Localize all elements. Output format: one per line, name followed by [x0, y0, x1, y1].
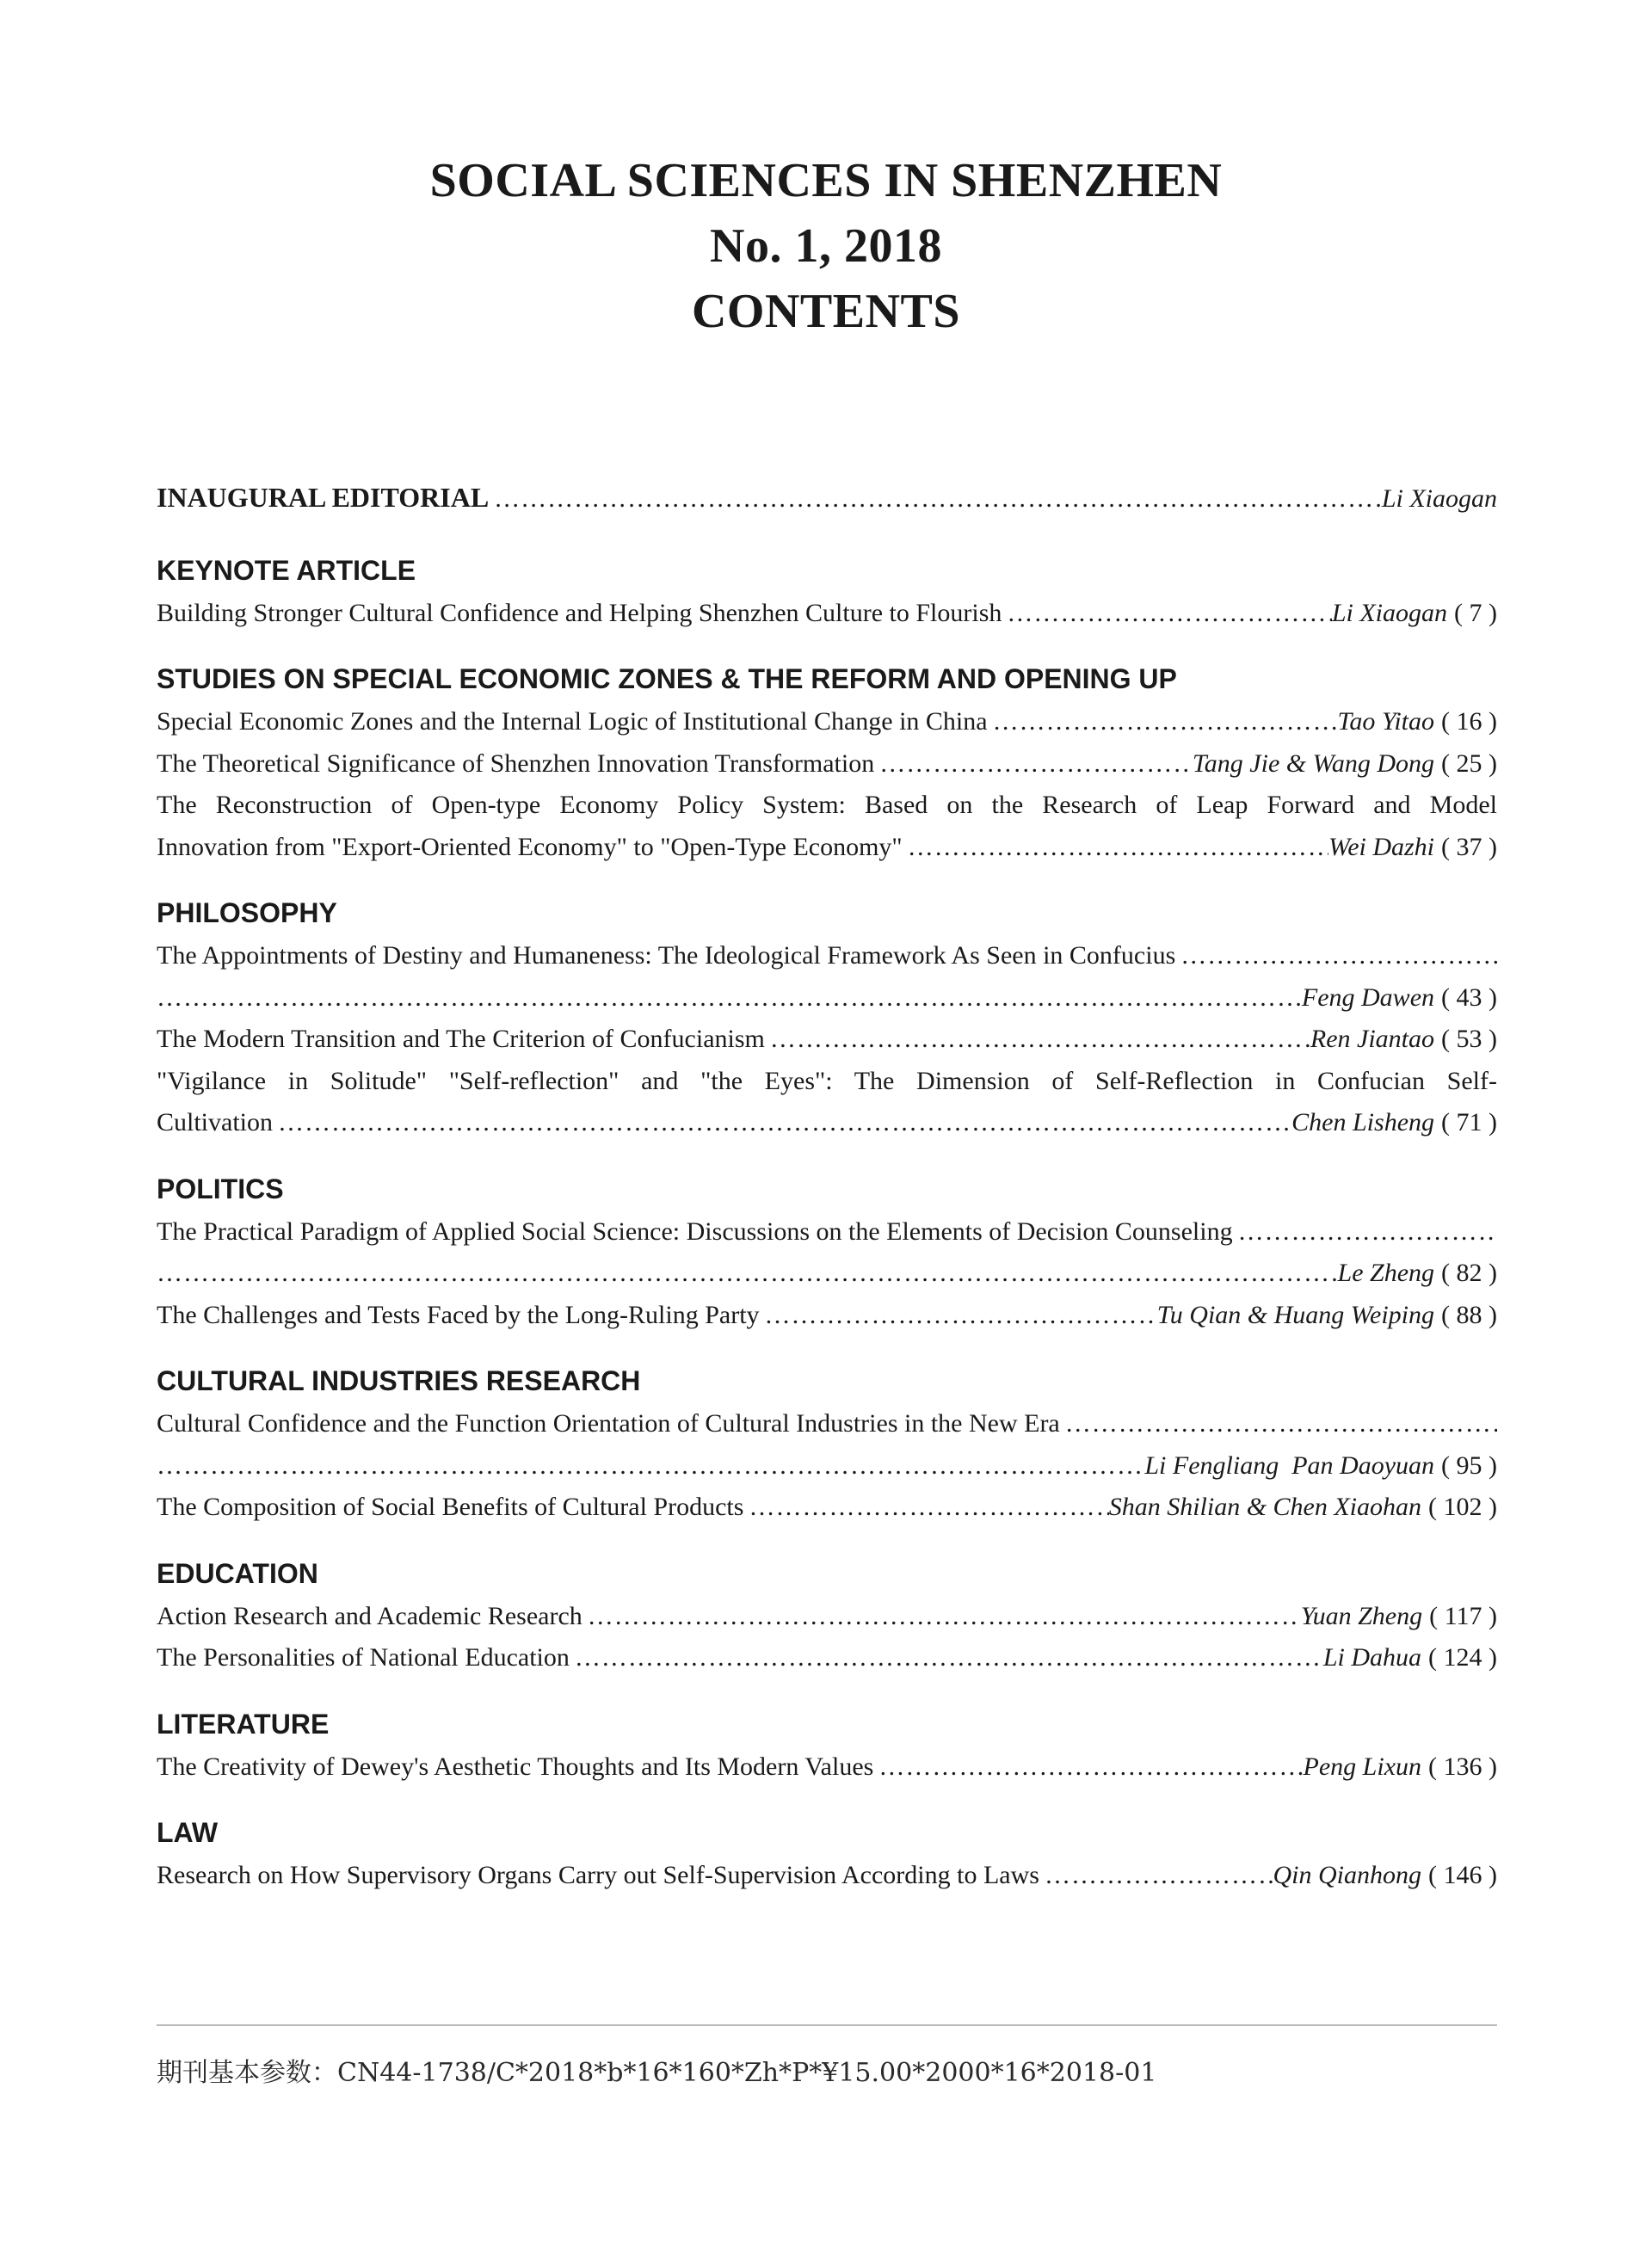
section-heading: KEYNOTE ARTICLE	[157, 554, 416, 586]
entry-author: Li Xiaogan	[1381, 484, 1497, 513]
entry-author: Shan Shilian & Chen Xiaohan	[1108, 1493, 1422, 1521]
entry-title-line: Cultivation	[157, 1108, 273, 1136]
toc-entry[interactable]	[157, 1637, 1497, 1679]
dot-leader	[873, 1746, 1303, 1789]
entry-page: ( 82 )	[1441, 1259, 1497, 1287]
entry-author: Li Fengliang Pan Daoyuan	[1144, 1451, 1435, 1480]
entry-author: Tu Qian & Huang Weiping	[1156, 1300, 1435, 1329]
entry-title: INAUGURAL EDITORIAL	[157, 482, 490, 513]
entry-page: ( 71 )	[1441, 1108, 1497, 1136]
section-heading: STUDIES ON SPECIAL ECONOMIC ZONES & THE REFORM AND OPENING UP	[157, 663, 1177, 694]
section-heading: EDUCATION	[157, 1557, 318, 1589]
entry-title: The Appointments of Destiny and Humaneness: The Ideological Framework As Seen in Confucius	[157, 941, 1176, 970]
toc-entry[interactable]	[157, 1403, 1497, 1487]
toc-entry[interactable]	[157, 743, 1497, 785]
entry-title: Research on How Supervisory Organs Carry out Self-Supervision According to Laws	[157, 1861, 1039, 1889]
dot-leader	[157, 1253, 1338, 1295]
entry-page: ( 146 )	[1428, 1861, 1497, 1889]
entry-page: ( 16 )	[1441, 707, 1497, 736]
table-of-contents	[157, 477, 1497, 1923]
section-heading: CULTURAL INDUSTRIES RESEARCH	[157, 1365, 641, 1396]
dot-leader	[765, 1019, 1310, 1061]
entry-author: Li Xiaogan	[1331, 598, 1448, 627]
section-heading: POLITICS	[157, 1173, 284, 1204]
dot-leader	[273, 1102, 1291, 1144]
toc-entry[interactable]	[157, 935, 1497, 1019]
dot-leader	[988, 701, 1338, 743]
footer-divider	[157, 2024, 1497, 2026]
toc-entry[interactable]	[157, 1487, 1497, 1529]
section-heading: LITERATURE	[157, 1708, 330, 1740]
entry-page: ( 25 )	[1441, 748, 1497, 778]
section-heading: LAW	[157, 1817, 219, 1848]
toc-entry[interactable]	[157, 1596, 1497, 1638]
entry-page: ( 117 )	[1429, 1601, 1497, 1630]
toc-entry[interactable]	[157, 785, 1497, 868]
entry-page: ( 7 )	[1454, 598, 1497, 627]
entry-title: Action Research and Academic Research	[157, 1601, 583, 1630]
toc-entry[interactable]	[157, 701, 1497, 743]
entry-title: The Personalities of National Education	[157, 1643, 570, 1672]
dot-leader	[157, 977, 1302, 1019]
dot-leader	[1060, 1403, 1497, 1445]
section-cultural-industries	[157, 1362, 1497, 1529]
toc-entry[interactable]	[157, 1061, 1497, 1144]
entry-title: Special Economic Zones and the Internal Logic of Institutional Change in China	[157, 707, 988, 736]
journal-parameters: 期刊基本参数：CN44-1738/C*2018*b*16*160*Zh*P*¥15.00*2000*16*2018-01	[157, 2058, 1157, 2088]
entry-author: Tao Yitao	[1337, 707, 1435, 736]
dot-leader	[760, 1295, 1157, 1337]
entry-page: ( 95 )	[1441, 1451, 1497, 1480]
entry-page: ( 136 )	[1428, 1752, 1497, 1781]
masthead	[0, 148, 1652, 344]
section-keynote	[157, 551, 1497, 635]
section-law	[157, 1814, 1497, 1897]
entry-author: Feng Dawen	[1301, 982, 1435, 1012]
entry-author: Le Zheng	[1337, 1259, 1435, 1287]
dot-leader	[570, 1637, 1323, 1679]
dot-leader	[1002, 593, 1331, 635]
entry-title: Cultural Confidence and the Function Orientation of Cultural Industries in the New Era	[157, 1409, 1060, 1438]
toc-entry-editorial[interactable]	[157, 477, 1497, 520]
dot-leader	[583, 1596, 1301, 1638]
entry-page: ( 88 )	[1441, 1300, 1497, 1329]
entry-title-line: Innovation from "Export-Oriented Economy" to "Open-Type Economy"	[157, 832, 903, 861]
dot-leader	[874, 743, 1193, 785]
entry-author: Yuan Zheng	[1300, 1601, 1423, 1630]
dot-leader	[903, 827, 1328, 869]
section-education	[157, 1555, 1497, 1679]
toc-entry[interactable]	[157, 1746, 1497, 1789]
entry-page: ( 53 )	[1441, 1025, 1497, 1053]
entry-title-line: "Vigilance in Solitude" "Self-reflection" and "the Eyes": The Dimension of Self-Reflection in Confucian Self-	[157, 1066, 1497, 1095]
section-literature	[157, 1705, 1497, 1789]
dot-leader	[1039, 1855, 1273, 1897]
section-philosophy	[157, 894, 1497, 1144]
dot-leader	[489, 478, 1382, 520]
toc-entry[interactable]	[157, 1295, 1497, 1337]
entry-title: The Creativity of Dewey's Aesthetic Thoughts and Its Modern Values	[157, 1752, 874, 1781]
dot-leader	[743, 1487, 1108, 1529]
entry-title: The Theoretical Significance of Shenzhen Innovation Transformation	[157, 748, 875, 778]
journal-title: SOCIAL SCIENCES IN SHENZHEN	[429, 154, 1223, 207]
dot-leader	[1175, 935, 1497, 977]
entry-page: ( 102 )	[1428, 1493, 1497, 1521]
dot-leader	[157, 1445, 1144, 1487]
entry-page: ( 124 )	[1428, 1643, 1497, 1672]
entry-title: The Composition of Social Benefits of Cultural Products	[157, 1493, 744, 1521]
issue-number: No. 1, 2018	[710, 219, 942, 273]
toc-entry[interactable]	[157, 1211, 1497, 1295]
toc-entry[interactable]	[157, 1855, 1497, 1897]
toc-entry[interactable]	[157, 1019, 1497, 1061]
entry-page: ( 43 )	[1441, 982, 1497, 1012]
section-heading: PHILOSOPHY	[157, 897, 337, 928]
entry-author: Qin Qianhong	[1273, 1861, 1422, 1889]
entry-author: Peng Lixun	[1303, 1752, 1422, 1781]
toc-entry[interactable]	[157, 593, 1497, 635]
entry-title: The Modern Transition and The Criterion of Confucianism	[157, 1025, 765, 1053]
entry-title: Building Stronger Cultural Confidence and Helping Shenzhen Culture to Flourish	[157, 598, 1002, 627]
entry-author: Chen Lisheng	[1291, 1108, 1435, 1136]
contents-heading: CONTENTS	[691, 285, 961, 338]
dot-leader	[1233, 1211, 1497, 1253]
section-politics	[157, 1170, 1497, 1337]
entry-author: Li Dahua	[1322, 1643, 1422, 1672]
entry-title: The Challenges and Tests Faced by the Long-Ruling Party	[157, 1300, 760, 1329]
section-sez	[157, 660, 1497, 868]
entry-author: Ren Jiantao	[1310, 1025, 1435, 1053]
entry-title: The Practical Paradigm of Applied Social Science: Discussions on the Elements of Decision Counseling	[157, 1216, 1233, 1246]
entry-title-line: The Reconstruction of Open-type Economy Policy System: Based on the Research of Leap Forward and Model	[157, 791, 1497, 819]
entry-author: Wei Dazhi	[1328, 832, 1435, 861]
entry-page: ( 37 )	[1441, 832, 1497, 861]
entry-author: Tang Jie & Wang Dong	[1192, 748, 1435, 778]
